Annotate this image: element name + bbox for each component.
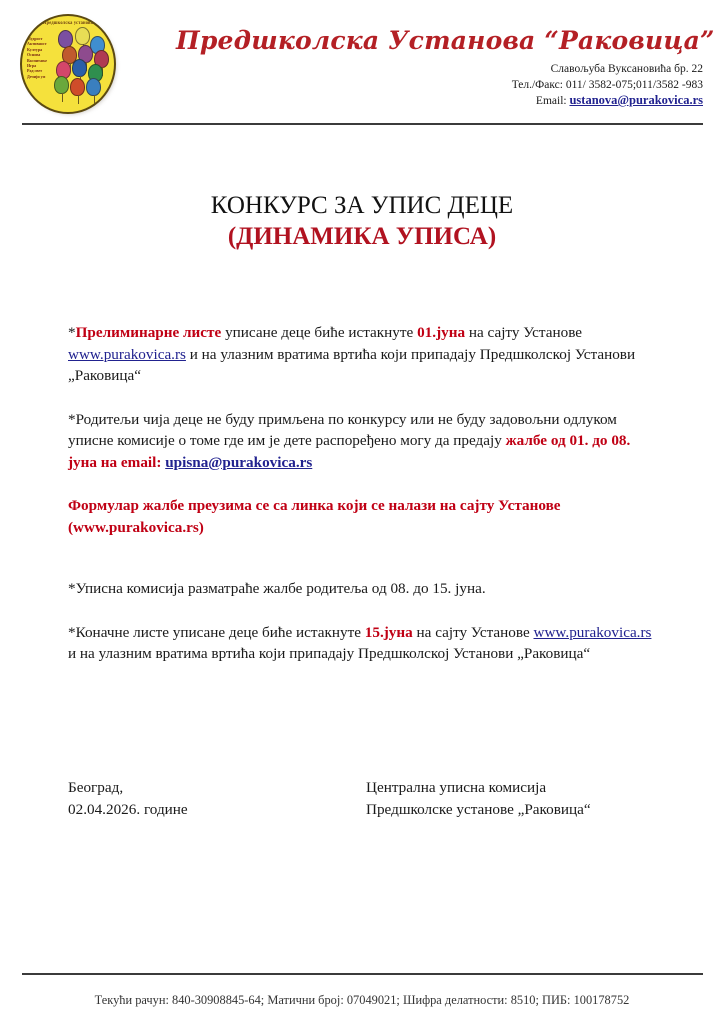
- footer-legal-info: Текући рачун: 840-30908845-64; Матични број: 07049021; Шифра делатности: 8510; ПИБ: 100178752: [94, 993, 630, 1007]
- p1-mid1: уписане деце биће истакнуте: [221, 324, 418, 341]
- signature-left: [68, 777, 348, 820]
- balloon-icon: [54, 76, 69, 94]
- p3-line2: (www.purakovica.rs): [68, 518, 204, 536]
- paragraph-preliminary-lists: [68, 322, 658, 387]
- email-line: [283, 93, 703, 110]
- p5-lead: Коначне листе уписане деце биће истакнуте: [75, 623, 365, 641]
- address-line: Славољуба Вуксановића бр. 22: [550, 63, 703, 75]
- p3-line1: Формулар жалбе преузима се са линка који се налази на сајту Установе: [68, 497, 561, 514]
- institution-name: Предшколска Установа “Раковица”: [176, 26, 715, 55]
- p1-tail: и на улазним вратима вртића који припадају Предшколској Установи „Раковица“: [68, 345, 636, 384]
- logo-word: Дечији ум: [27, 73, 46, 79]
- page-title: КОНКУРС ЗА УПИС ДЕЦЕ: [210, 192, 514, 219]
- logo-word: Игра: [27, 63, 37, 69]
- document-body: [68, 322, 658, 665]
- logo-word: Основа: [27, 52, 41, 58]
- letterhead: [0, 0, 724, 128]
- logo-word: Активност: [27, 41, 47, 47]
- logo-word: Рад свет: [27, 68, 43, 74]
- signature-institution: Предшколске установе „Раковица“: [366, 800, 591, 818]
- p5-mid: на сајту Установе: [412, 623, 530, 641]
- signature-date: 02.04.2026. године: [68, 800, 188, 818]
- phone-line: Тел./Факс: 011/ 3582-075;011/3582 -983: [511, 78, 703, 91]
- spacer: [68, 387, 658, 409]
- balloon-icon: [72, 59, 87, 77]
- email-link[interactable]: ustanova@purakovica.rs: [569, 93, 703, 107]
- balloon-icon: [86, 78, 101, 96]
- logo-word: Култура: [27, 46, 43, 52]
- signature-city: Београд,: [68, 779, 124, 796]
- website-link[interactable]: www.purakovica.rs: [68, 345, 186, 363]
- logo-word: Васпитање: [27, 57, 48, 63]
- p2-line1: *Родитељи чија деце не буду примљена по конкурсу или не буду задовољни: [68, 410, 560, 428]
- p5-tail: и на улазним вратима вртића који припадају Предшколској Установи „Раковица“: [68, 645, 591, 662]
- preliminary-date: 01.јуна: [417, 324, 466, 341]
- complaint-window-emphasis: жалбе од 01. до 08. јуна на email:: [68, 432, 631, 471]
- paragraph-committee-review: *Уписна комисија разматраће жалбе родитеља од 08. до 15. јуна.: [68, 580, 486, 597]
- bullet-star: *: [68, 324, 76, 341]
- bullet-star: *: [68, 623, 76, 641]
- paragraph-form-download: [68, 495, 658, 538]
- spacer: [68, 538, 658, 578]
- balloon-icon: [75, 27, 90, 45]
- balloons-circle-logo: [18, 12, 120, 116]
- header-divider: [22, 123, 703, 125]
- logo-word-list: [27, 36, 57, 79]
- signature-right: [366, 777, 686, 820]
- signature-committee: Централна уписна комисија: [366, 779, 547, 796]
- p1-mid2: на сајту Установе: [465, 324, 583, 341]
- balloon-icon: [70, 78, 85, 96]
- complaint-email-link[interactable]: upisna@purakovica.rs: [165, 453, 313, 471]
- paragraph-final-lists: [68, 622, 658, 665]
- logo-word: Мудрост: [27, 36, 43, 41]
- p2-line2: одлуком уписне комисије о томе где им је дете распоређено могу да предају: [68, 410, 617, 449]
- preliminary-lists-emphasis: Прелиминарне листе: [75, 324, 222, 341]
- spacer: [68, 600, 658, 622]
- email-label: Email:: [535, 95, 567, 107]
- paragraph-complaints: [68, 409, 658, 474]
- logo-arc-text: Предшколска установа: [42, 19, 94, 26]
- website-link[interactable]: www.purakovica.rs: [533, 623, 652, 641]
- page-subtitle: (ДИНАМИКА УПИСА): [227, 223, 497, 250]
- footer-divider: [22, 973, 703, 975]
- final-date: 15.јуна: [364, 623, 413, 641]
- spacer: [68, 473, 658, 495]
- contact-block: [283, 62, 703, 110]
- logo-disc: [20, 14, 116, 114]
